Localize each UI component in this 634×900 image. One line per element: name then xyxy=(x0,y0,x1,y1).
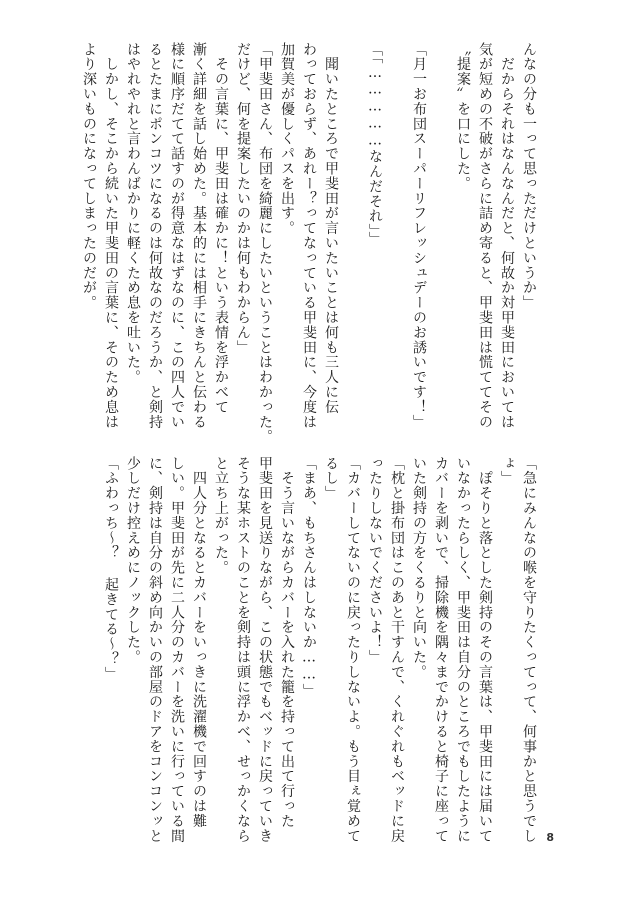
text-line: そう言いながらカバーを入れた籠を持って出て行った xyxy=(279,456,295,829)
text-line: 加賀美が優しくパスを出す。 xyxy=(279,42,295,236)
text-line: そうな某ホストのことを剣持は頭に浮かべ、せっかくなら xyxy=(235,456,251,844)
text-line: 「「……………なんだそれ」」 xyxy=(367,42,383,247)
text-line: 「枕と掛布団はこのあと干すんで、くれぐれもベッドに戻 xyxy=(389,456,405,844)
text-line: 漸く詳細を話し始めた。基本的には相手にきちんと伝わる xyxy=(191,42,207,430)
text-line: 「まあ、もちさんはしないか……」 xyxy=(301,456,317,699)
text-line xyxy=(386,42,408,432)
text-line: ょ」 xyxy=(499,456,515,486)
text-line: 「甲斐田さん、布団を綺麗にしたいということはわかった。 xyxy=(257,42,273,445)
text-line: 四人分となるとカバーをいっきに洗濯機で回すのは難 xyxy=(191,456,207,829)
text-line: ったりしないでくださいよ！」 xyxy=(367,456,383,665)
text-line: その言葉に、甲斐田は確かに！という表情を浮かべて xyxy=(213,42,229,415)
text-line: 聞いたところで甲斐田が言いたいことは何も三人に伝 xyxy=(323,42,339,415)
text-line: だからそれはなんなんだと、何故か対甲斐田においては xyxy=(499,42,515,430)
text-line: しい。甲斐田が先に二人分のカバーを洗いに行っている間 xyxy=(169,456,185,844)
text-line: と立ち上がった。 xyxy=(213,456,229,576)
text-line: はやれやれと言わんばかりに軽くため息を吐いた。 xyxy=(125,42,141,385)
text-line: るとたまにポンコツになるのは何故なのだろうか、と剣持 xyxy=(147,42,163,430)
text-line: に、剣持は自分の斜め向かいの部屋のドアをコンコンッと xyxy=(147,456,163,844)
text-line: るし」 xyxy=(323,456,339,501)
upper-text-block xyxy=(81,42,540,445)
text-line: 甲斐田を見送りながら、この状態でもベッドに戻っていき xyxy=(257,456,273,844)
text-line: いなかったらしく、甲斐田は自分のところでもしたように xyxy=(455,456,471,844)
text-line: しかし、そこから続いた甲斐田の言葉に、そのため息は xyxy=(103,42,119,430)
text-line: いた剣持の方をくるりと向いた。 xyxy=(411,456,427,680)
text-line xyxy=(342,42,364,432)
text-line: 様に順序だてて話すのが得意なはずなのに、この四人でい xyxy=(169,42,185,430)
text-line: 気が短めの不破がさらに詰め寄ると、甲斐田は慌ててその xyxy=(477,42,493,430)
text-line: わっておらず、あれー？ってなっている甲斐田に、今度は xyxy=(301,42,317,430)
text-line: んなの分も一って思っただけというか」 xyxy=(521,42,537,311)
page-number: 8 xyxy=(546,831,554,844)
text-line: 少しだけ控えめにノックした。 xyxy=(125,456,141,665)
text-line: 「急にみんなの喉を守りたくってって、何事かと思うでし xyxy=(521,456,537,844)
text-line xyxy=(430,42,452,432)
text-line: より深いものになってしまったのだが。 xyxy=(81,42,97,311)
text-line: 〝提案〟を口にした。 xyxy=(455,42,471,191)
text-line: 「ふわっち〜？ 起きてる〜？」 xyxy=(103,456,119,682)
text-line: 「カバーしてないのに戻ったりしないよ。もう目ぇ覚めて xyxy=(345,456,361,844)
text-line: だけど、何を提案したいのかは何もわからん」 xyxy=(235,42,251,355)
text-line: ぽそりと落とした剣持のその言葉は、甲斐田には届いて xyxy=(477,456,493,844)
text-line: 「月一お布団スーパーリフレッシュデーのお誘いです！」 xyxy=(411,42,427,430)
text-line: カバーを剥いで、掃除機を隅々までかけると椅子に座って xyxy=(433,456,449,844)
lower-text-block xyxy=(100,456,540,854)
